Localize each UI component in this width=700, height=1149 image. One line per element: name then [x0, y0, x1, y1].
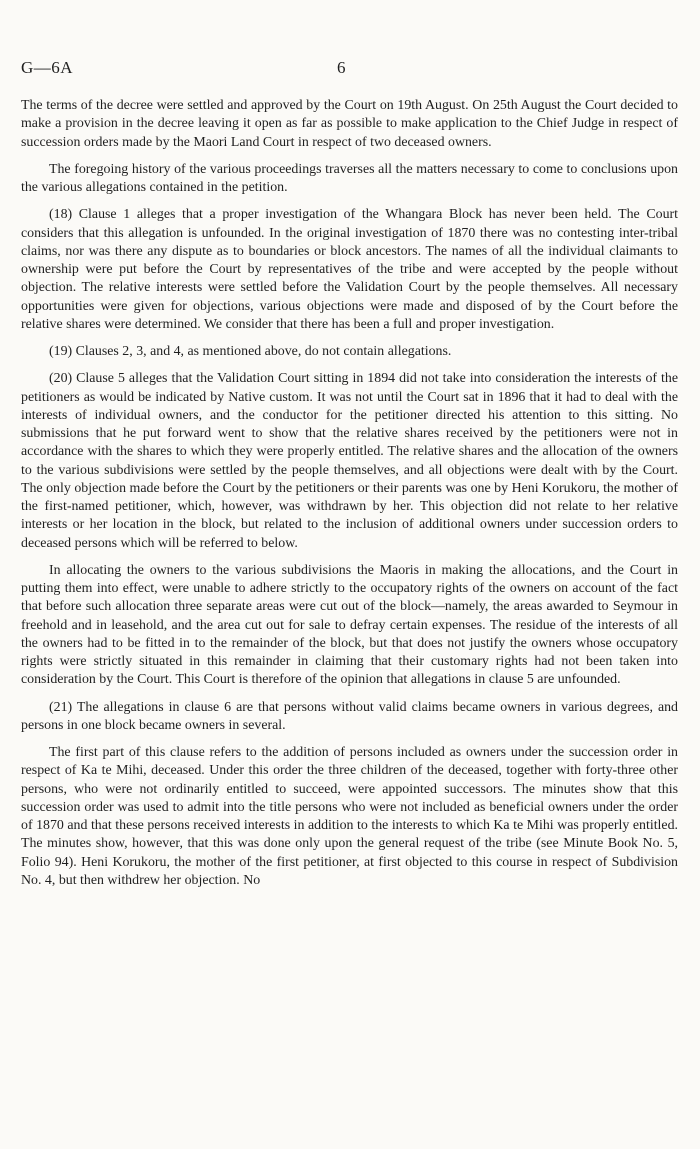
paragraph: The terms of the decree were settled and approved by the Court on 19th August. On 25th August the Court decided to make a provision in the decree leaving it open as far as possible to make application to the Chief Judge in respect of succession orders made by the Maori Land Court in respect of two deceased owners. [21, 98, 678, 150]
paragraph: (18) Clause 1 alleges that a proper investigation of the Whangara Block has never been held. The Court considers that this allegation is unfounded. In the original investigation of 1870 there was no contesting inter-tribal claims, nor was there any dispute as to boundaries or block ancestors. The names of all the individual claimants to ownership were put before the Court by representatives of the tribe and were accepted by the people without objection. The relative interests were settled before the Validation Court by the people themselves. All necessary opportunities were given for objections, various objections were made and disposed of by the Court before the relative shares were determined. We consider that there has been a full and proper investigation. [21, 207, 678, 332]
document-reference: G—6A [21, 58, 74, 77]
paragraph: (19) Clauses 2, 3, and 4, as mentioned above, do not contain allegations. [49, 344, 452, 359]
paragraph: The first part of this clause refers to the addition of persons included as owners under the succession order in respect of Ka te Mihi, deceased. Under this order the three children of the deceased, together with forty-three other persons, who were not ordinarily entitled to succeed, were appointed successors. The minutes show that this succession order was used to admit into the title persons who were not included as beneficial owners under the order of 1870 and that these persons received interests in addition to the interests to which Ka te Mihi was properly entitled. The minutes show, however, that this was done only upon the general request of the tribe (see Minute Book No. 5, Folio 94). Heni Korukoru, the mother of the first petitioner, at first objected to this course in respect of Subdivision No. 4, but then withdrew her objection. No [21, 745, 678, 888]
body-text [21, 97, 678, 899]
paragraph: (21) The allegations in clause 6 are that persons without valid claims became owners in various degrees, and persons in one block became owners in several. [21, 699, 678, 733]
page-number: 6 [337, 58, 346, 77]
paragraph: The foregoing history of the various proceedings traverses all the matters necessary to come to conclusions upon the various allegations contained in the petition. [21, 161, 678, 195]
paragraph: (20) Clause 5 alleges that the Validation Court sitting in 1894 did not take into consideration the interests of the petitioners as would be indicated by Native custom. It was not until the Court sat in 1896 that it had to deal with the interests of individual owners, and the conductor for the petitioner directed his attention to this sitting. No submissions that he put forward went to show that the relative shares received by the petitioners were not in accordance with the shares to which they were properly entitled. The relative shares and the allocation of the owners to the various subdivisions were settled by the people themselves, and all objections were dealt with by the Court. The only objection made before the Court by the petitioners or their parents was one by Heni Korukoru, the mother of the first-named petitioner, which, however, was withdrawn by her. This objection did not relate to her relative interests or her location in the block, but related to the inclusion of additional owners under succession orders to deceased persons which will be referred to below. [21, 371, 678, 551]
paragraph: In allocating the owners to the various subdivisions the Maoris in making the allocations, and the Court in putting them into effect, were unable to adhere strictly to the occupatory rights of the owners on account of the fact that before such allocation three separate areas were cut out of the block—namely, the areas awarded to Seymour in freehold and in leasehold, and the area cut out for sale to defray certain expenses. The residue of the interests of all the owners had to be fitted in to the remainder of the block, but that does not justify the owners whose occupatory rights were strictly situated in this remainder in claiming that their customary rights had not been taken into consideration by the Court. This Court is therefore of the opinion that allegations in clause 5 are unfounded. [21, 562, 678, 688]
